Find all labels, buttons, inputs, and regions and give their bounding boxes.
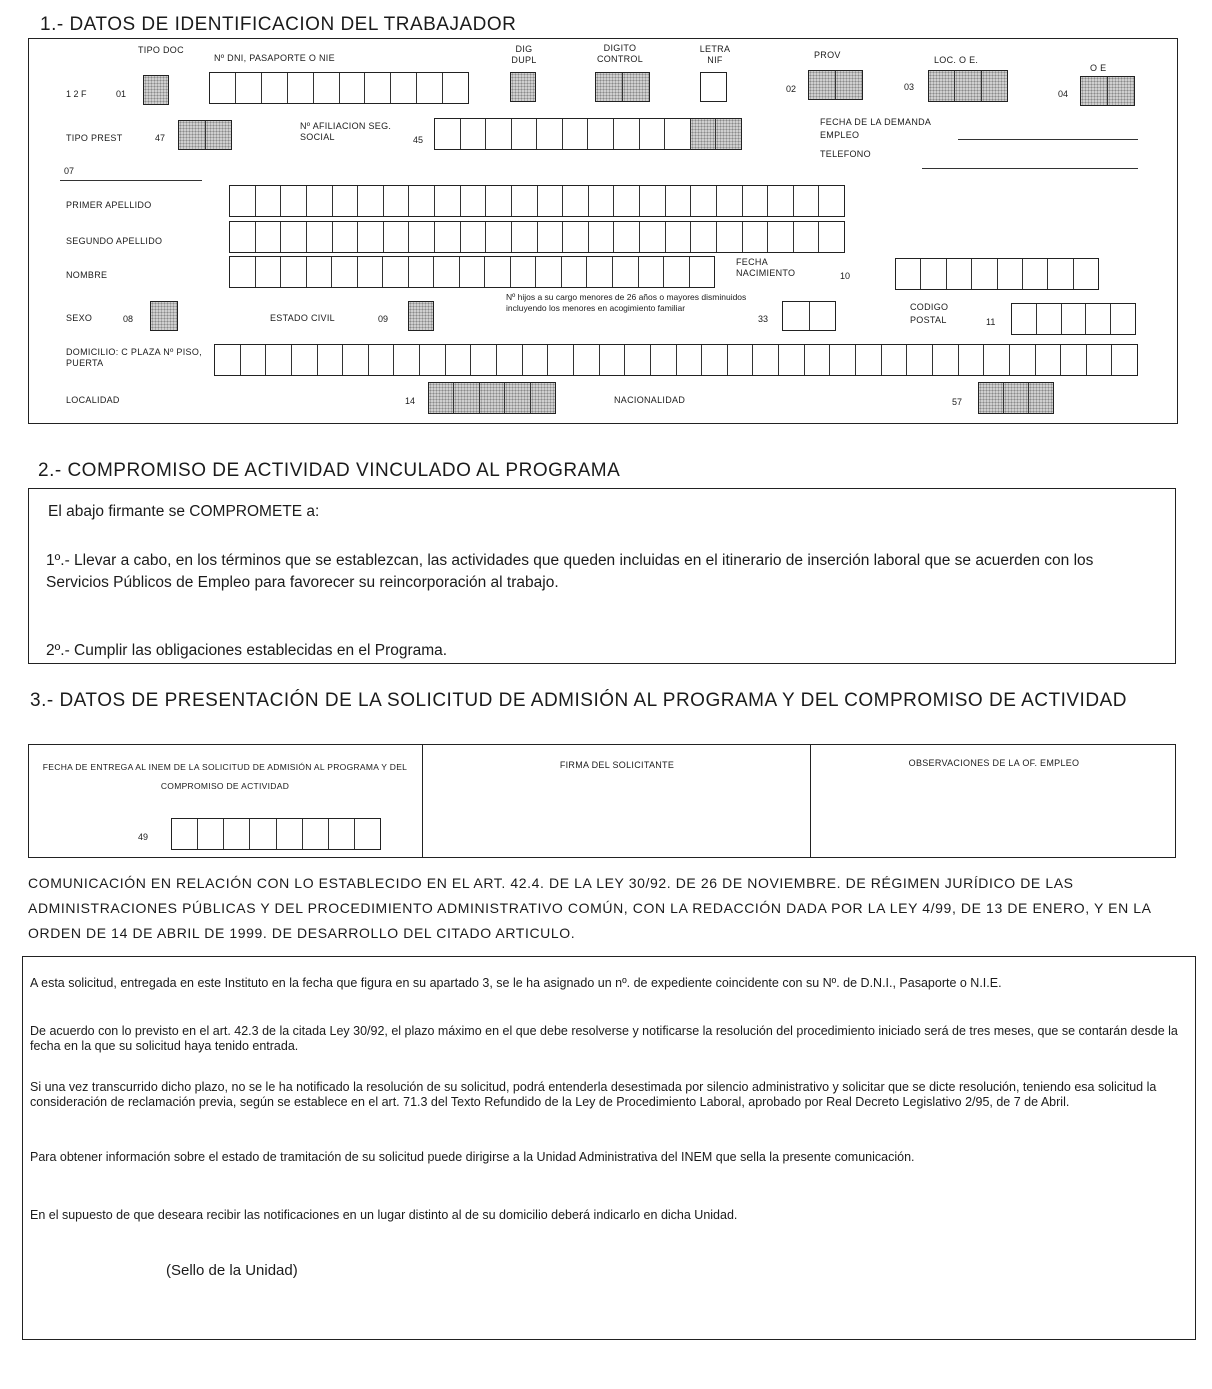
- primer-apellido-boxes[interactable]: [229, 185, 845, 217]
- char-box[interactable]: [882, 345, 908, 375]
- char-box[interactable]: [717, 222, 743, 252]
- section3-divider-1: [422, 744, 423, 858]
- code-45: 45: [413, 135, 424, 145]
- char-box[interactable]: [435, 186, 461, 216]
- char-box[interactable]: [794, 222, 820, 252]
- char-box[interactable]: [614, 186, 640, 216]
- char-box[interactable]: [538, 186, 564, 216]
- char-box[interactable]: [651, 345, 677, 375]
- char-box[interactable]: [230, 257, 256, 287]
- label-firma-solicitante: FIRMA DEL SOLICITANTE: [559, 760, 675, 770]
- char-box[interactable]: [805, 345, 831, 375]
- char-box[interactable]: [613, 257, 639, 287]
- code-07: 07: [64, 166, 75, 176]
- char-box[interactable]: [768, 222, 794, 252]
- char-box[interactable]: [666, 222, 692, 252]
- char-box[interactable]: [461, 186, 487, 216]
- comunicacion-p2: De acuerdo con lo previsto en el art. 42.3 de la citada Ley 30/92, el plazo máximo en el que debe resolverse y notificarse la resolución del procedimiento iniciado será de tres meses, que se contarán desde la fecha en la que su solicitud haya tenido entrada.: [30, 1024, 1178, 1053]
- tipo-doc-box[interactable]: [143, 75, 169, 105]
- char-box[interactable]: [434, 257, 460, 287]
- char-box[interactable]: [486, 222, 512, 252]
- char-box[interactable]: [819, 186, 844, 216]
- char-box[interactable]: [307, 186, 333, 216]
- firma-solicitante-area[interactable]: [430, 776, 804, 852]
- char-box[interactable]: [512, 222, 538, 252]
- label-prov: PROV: [814, 50, 841, 60]
- char-box[interactable]: [1061, 345, 1087, 375]
- comunicacion-p4: Para obtener información sobre el estado de tramitación de su solicitud puede dirigirse a la Unidad Administrativa del INEM que sella la presente comunicación.: [30, 1150, 915, 1164]
- char-box[interactable]: [907, 345, 933, 375]
- char-box[interactable]: [215, 345, 241, 375]
- char-box[interactable]: [639, 257, 665, 287]
- char-box[interactable]: [728, 345, 754, 375]
- divider-07: [60, 180, 202, 181]
- char-box[interactable]: [1112, 345, 1137, 375]
- char-box[interactable]: [460, 257, 486, 287]
- comunicacion-p5: En el supuesto de que deseara recibir las notificaciones en un lugar distinto al de su domicilio deberá indicarlo en dicha Unidad.: [30, 1208, 738, 1222]
- char-box[interactable]: [574, 345, 600, 375]
- char-box[interactable]: [589, 222, 615, 252]
- char-box[interactable]: [563, 186, 589, 216]
- char-box[interactable]: [819, 222, 844, 252]
- char-box[interactable]: [435, 222, 461, 252]
- char-box[interactable]: [753, 345, 779, 375]
- compromiso-item-2: 2º.- Cumplir las obligaciones establecidas en el Programa.: [46, 642, 448, 659]
- char-box[interactable]: [333, 186, 359, 216]
- label-oe: O E: [1090, 63, 1107, 73]
- char-box[interactable]: [409, 186, 435, 216]
- label-n-dni: Nº DNI, PASAPORTE O NIE: [214, 53, 335, 63]
- char-box[interactable]: [281, 186, 307, 216]
- n-afiliacion-boxes[interactable]: [434, 118, 742, 150]
- char-box[interactable]: [1087, 345, 1113, 375]
- char-box[interactable]: [1036, 345, 1062, 375]
- domicilio-boxes[interactable]: [214, 344, 1138, 376]
- char-box[interactable]: [614, 222, 640, 252]
- section3-title: 3.- DATOS DE PRESENTACIÓN DE LA SOLICITUD DE ADMISIÓN AL PROGRAMA Y DEL COMPROMISO DE ACTIVIDAD: [30, 690, 1127, 711]
- char-box[interactable]: [548, 345, 574, 375]
- segundo-apellido-boxes[interactable]: [229, 221, 845, 253]
- char-box[interactable]: [511, 257, 537, 287]
- label-observaciones: OBSERVACIONES DE LA OF. EMPLEO: [908, 758, 1080, 768]
- telefono-line[interactable]: [922, 168, 1138, 169]
- char-box[interactable]: [538, 222, 564, 252]
- char-box[interactable]: [702, 345, 728, 375]
- label-telefono: TELEFONO: [820, 149, 871, 159]
- label-sexo: SEXO: [66, 313, 93, 323]
- char-box[interactable]: [446, 345, 472, 375]
- codigo-postal-boxes[interactable]: [1011, 303, 1136, 335]
- comunicacion-frame: [22, 956, 1196, 1340]
- label-fecha-nacimiento: FECHA NACIMIENTO: [736, 257, 796, 278]
- code-01: 01: [116, 89, 127, 99]
- char-box[interactable]: [589, 186, 615, 216]
- code-47: 47: [155, 133, 166, 143]
- char-box[interactable]: [600, 345, 626, 375]
- localidad-boxes[interactable]: [428, 382, 556, 414]
- char-box[interactable]: [307, 222, 333, 252]
- char-box[interactable]: [984, 345, 1010, 375]
- label-primer-apellido: PRIMER APELLIDO: [66, 200, 152, 210]
- label-localidad: LOCALIDAD: [66, 395, 120, 405]
- char-box[interactable]: [666, 186, 692, 216]
- char-box[interactable]: [383, 257, 409, 287]
- char-box[interactable]: [358, 257, 384, 287]
- char-box[interactable]: [562, 257, 588, 287]
- letra-nif-box[interactable]: [700, 72, 727, 102]
- label-digito-control: DIGITO CONTROL: [596, 43, 644, 64]
- hijos-boxes[interactable]: [782, 301, 836, 331]
- char-box[interactable]: [384, 222, 410, 252]
- code-09: 09: [378, 314, 389, 324]
- char-box[interactable]: [677, 345, 703, 375]
- char-box[interactable]: [384, 186, 410, 216]
- label-domicilio: DOMICILIO: C PLAZA Nº PISO, PUERTA: [66, 347, 202, 368]
- char-box[interactable]: [794, 186, 820, 216]
- estado-civil-box[interactable]: [408, 301, 434, 331]
- char-box[interactable]: [333, 222, 359, 252]
- label-n-afiliacion: Nº AFILIACION SEG. SOCIAL: [300, 121, 392, 142]
- nombre-boxes[interactable]: [229, 256, 715, 288]
- char-box[interactable]: [420, 345, 446, 375]
- char-box[interactable]: [409, 222, 435, 252]
- char-box[interactable]: [485, 257, 511, 287]
- char-box[interactable]: [394, 345, 420, 375]
- char-box[interactable]: [691, 186, 717, 216]
- char-box[interactable]: [332, 257, 358, 287]
- code-14: 14: [405, 396, 416, 406]
- char-box[interactable]: [856, 345, 882, 375]
- char-box[interactable]: [717, 186, 743, 216]
- char-box[interactable]: [358, 186, 384, 216]
- char-box[interactable]: [266, 345, 292, 375]
- label-hijos: Nº hijos a su cargo menores de 26 años o mayores disminuidos incluyendo los menores en acogimiento familiar: [506, 292, 747, 313]
- code-03: 03: [904, 82, 915, 92]
- comunicacion-p3: Si una vez transcurrido dicho plazo, no se le ha notificado la resolución de su solicitud, podrá entenderla desestimada por silencio administrativo y solicitar que se dicte resolución, teniendo esa solicitud la consideración de reclamación previa, según se establece en el art. 71.3 del Texto Refundido de la Ley de Procedimiento Laboral, aprobado por Real Decreto Legislativo 2/95, de 7 de Abril.: [30, 1080, 1157, 1109]
- char-box[interactable]: [307, 257, 333, 287]
- char-box[interactable]: [230, 186, 256, 216]
- prov-boxes[interactable]: [808, 70, 863, 100]
- comunicacion-p1: A esta solicitud, entregada en este Instituto en la fecha que figura en su apartado 3, se le ha asignado un nº. de expediente coincidente con su Nº. de D.N.I., Pasaporte o N.I.E.: [30, 976, 1002, 990]
- label-tipo-prest: TIPO PREST: [66, 133, 123, 143]
- tipo-prest-boxes[interactable]: [178, 120, 232, 150]
- char-box[interactable]: [256, 186, 282, 216]
- char-box[interactable]: [256, 222, 282, 252]
- compromiso-intro: El abajo firmante se COMPROMETE a:: [48, 503, 320, 520]
- char-box[interactable]: [241, 345, 267, 375]
- section1-title: 1.- DATOS DE IDENTIFICACION DEL TRABAJADOR: [40, 14, 517, 35]
- char-box[interactable]: [933, 345, 959, 375]
- code-10: 10: [840, 271, 851, 281]
- char-box[interactable]: [409, 257, 435, 287]
- char-box[interactable]: [461, 222, 487, 252]
- char-box[interactable]: [743, 186, 769, 216]
- char-box[interactable]: [318, 345, 344, 375]
- label-segundo-apellido: SEGUNDO APELLIDO: [66, 236, 163, 246]
- fecha-demanda-line[interactable]: [958, 139, 1138, 140]
- char-box[interactable]: [497, 345, 523, 375]
- char-box[interactable]: [486, 186, 512, 216]
- label-estado-civil: ESTADO CIVIL: [270, 313, 335, 323]
- label-tipo-doc: TIPO DOC: [138, 45, 184, 55]
- char-box[interactable]: [369, 345, 395, 375]
- char-box[interactable]: [768, 186, 794, 216]
- char-box[interactable]: [230, 222, 256, 252]
- char-box[interactable]: [292, 345, 318, 375]
- comunicacion-heading: COMUNICACIÓN EN RELACIÓN CON LO ESTABLECIDO EN EL ART. 42.4. DE LA LEY 30/92. DE 26 DE NOVIEMBRE. DE RÉGIMEN JURÍDICO DE LAS ADMINISTRACIONES PÚBLICAS Y DEL PROCEDIMIENTO ADMINISTRATIVO COMÚN, CON LA REDACCIÓN DADA POR LA LEY 4/99, DE 13 DE ENERO, Y EN LA ORDEN DE 14 DE ABRIL DE 1999. DE DESARROLLO DEL CITADO ARTICULO.: [28, 875, 1151, 941]
- digito-control-boxes[interactable]: [595, 72, 650, 102]
- observaciones-area[interactable]: [818, 774, 1170, 852]
- label-loc-oe: LOC. O E.: [934, 55, 979, 65]
- label-nacionalidad: NACIONALIDAD: [614, 395, 686, 405]
- char-box[interactable]: [690, 257, 715, 287]
- oe-boxes[interactable]: [1080, 76, 1135, 106]
- label-letra-nif: LETRA NIF: [699, 44, 731, 65]
- char-box[interactable]: [664, 257, 690, 287]
- char-box[interactable]: [281, 222, 307, 252]
- section3-divider-2: [810, 744, 811, 858]
- code-prefix: 1 2 F: [66, 89, 87, 99]
- char-box[interactable]: [256, 257, 282, 287]
- char-box[interactable]: [358, 222, 384, 252]
- label-nombre: NOMBRE: [66, 270, 108, 280]
- char-box[interactable]: [523, 345, 549, 375]
- char-box[interactable]: [1010, 345, 1036, 375]
- sexo-box[interactable]: [150, 301, 178, 331]
- char-box[interactable]: [640, 222, 666, 252]
- label-fecha-entrega: FECHA DE ENTREGA AL INEM DE LA SOLICITUD DE ADMISIÓN AL PROGRAMA Y DEL COMPROMISO DE ACTIVIDAD: [42, 762, 408, 791]
- nacionalidad-boxes[interactable]: [978, 382, 1054, 414]
- code-04: 04: [1058, 89, 1069, 99]
- code-57: 57: [952, 397, 963, 407]
- char-box[interactable]: [830, 345, 856, 375]
- char-box[interactable]: [471, 345, 497, 375]
- char-box[interactable]: [343, 345, 369, 375]
- loc-oe-boxes[interactable]: [928, 70, 1008, 102]
- char-box[interactable]: [587, 257, 613, 287]
- fecha-entrega-boxes[interactable]: [171, 818, 381, 850]
- char-box[interactable]: [691, 222, 717, 252]
- char-box[interactable]: [563, 222, 589, 252]
- char-box[interactable]: [281, 257, 307, 287]
- code-49: 49: [138, 832, 149, 842]
- code-11: 11: [986, 317, 996, 327]
- dig-dupl-box[interactable]: [510, 72, 536, 102]
- char-box[interactable]: [512, 186, 538, 216]
- label-dig-dupl: DIG DUPL: [511, 44, 537, 65]
- label-fecha-demanda: FECHA DE LA DEMANDA EMPLEO: [820, 117, 931, 140]
- char-box[interactable]: [536, 257, 562, 287]
- char-box[interactable]: [779, 345, 805, 375]
- code-33: 33: [758, 314, 769, 324]
- char-box[interactable]: [959, 345, 985, 375]
- char-box[interactable]: [640, 186, 666, 216]
- code-02: 02: [786, 84, 797, 94]
- fecha-nacimiento-boxes[interactable]: [895, 258, 1099, 290]
- label-codigo-postal: CODIGO POSTAL: [910, 302, 949, 325]
- compromiso-item-1: 1º.- Llevar a cabo, en los términos que se establezcan, las actividades que queden incluidas en el itinerario de inserción laboral que se acuerden con los Servicios Públicos de Empleo para favorecer su reincorporación al trabajo.: [46, 552, 1094, 591]
- sello-unidad: (Sello de la Unidad): [166, 1262, 298, 1279]
- dni-boxes[interactable]: [209, 72, 469, 104]
- char-box[interactable]: [625, 345, 651, 375]
- section2-title: 2.- COMPROMISO DE ACTIVIDAD VINCULADO AL PROGRAMA: [38, 460, 621, 481]
- code-08: 08: [123, 314, 134, 324]
- char-box[interactable]: [743, 222, 769, 252]
